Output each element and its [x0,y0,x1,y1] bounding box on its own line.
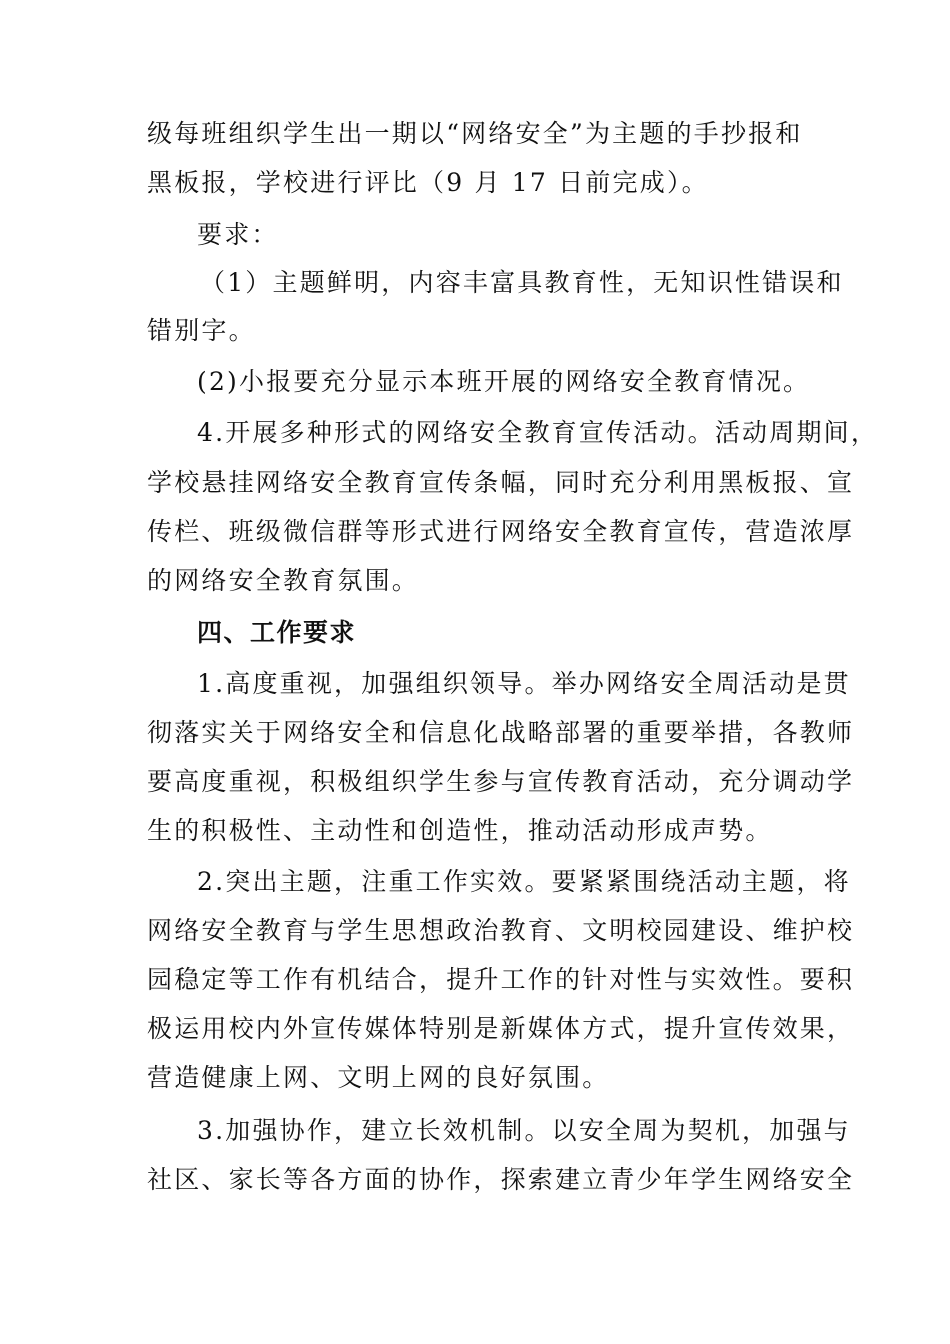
paragraph-line: 传栏、班级微信群等形式进行网络安全教育宣传，营造浓厚 [147,517,855,546]
paragraph-line: 3.加强协作，建立长效机制。以安全周为契机，加强与 [197,1116,851,1145]
paragraph-line: 2.突出主题，注重工作实效。要紧紧围绕活动主题，将 [197,867,851,896]
paragraph-line: （1）主题鲜明，内容丰富具教育性，无知识性错误和 [200,268,844,297]
paragraph-line: 社区、家长等各方面的协作，探索建立青少年学生网络安全 [147,1165,855,1194]
paragraph-line: (2)小报要充分显示本班开展的网络安全教育情况。 [197,367,811,396]
paragraph-line: 极运用校内外宣传媒体特别是新媒体方式，提升宣传效果， [147,1014,855,1043]
paragraph-line: 黑板报，学校进行评比（9 月 17 日前完成）。 [147,168,709,197]
section-heading: 四、工作要求 [197,618,357,647]
paragraph-line: 园稳定等工作有机结合，提升工作的针对性与实效性。要积 [147,965,855,994]
paragraph-line: 4.开展多种形式的网络安全教育宣传活动。活动周期间， [197,418,879,447]
paragraph-line: 网络安全教育与学生思想政治教育、文明校园建设、维护校 [147,916,855,945]
paragraph-line: 的网络安全教育氛围。 [147,566,420,595]
paragraph-line: 级每班组织学生出一期以“网络安全”为主题的手抄报和 [147,119,803,148]
paragraph-line: 1.高度重视，加强组织领导。举办网络安全周活动是贯 [197,669,851,698]
paragraph-line: 学校悬挂网络安全教育宣传条幅，同时充分利用黑板报、宣 [147,468,855,497]
paragraph-line: 错别字。 [147,316,256,345]
paragraph-line: 营造健康上网、文明上网的良好氛围。 [147,1063,610,1092]
paragraph-line: 彻落实关于网络安全和信息化战略部署的重要举措，各教师 [147,718,855,747]
paragraph-line: 生的积极性、主动性和创造性，推动活动形成声势。 [147,816,773,845]
requirements-label: 要求： [197,220,279,249]
paragraph-line: 要高度重视，积极组织学生参与宣传教育活动，充分调动学 [147,767,855,796]
